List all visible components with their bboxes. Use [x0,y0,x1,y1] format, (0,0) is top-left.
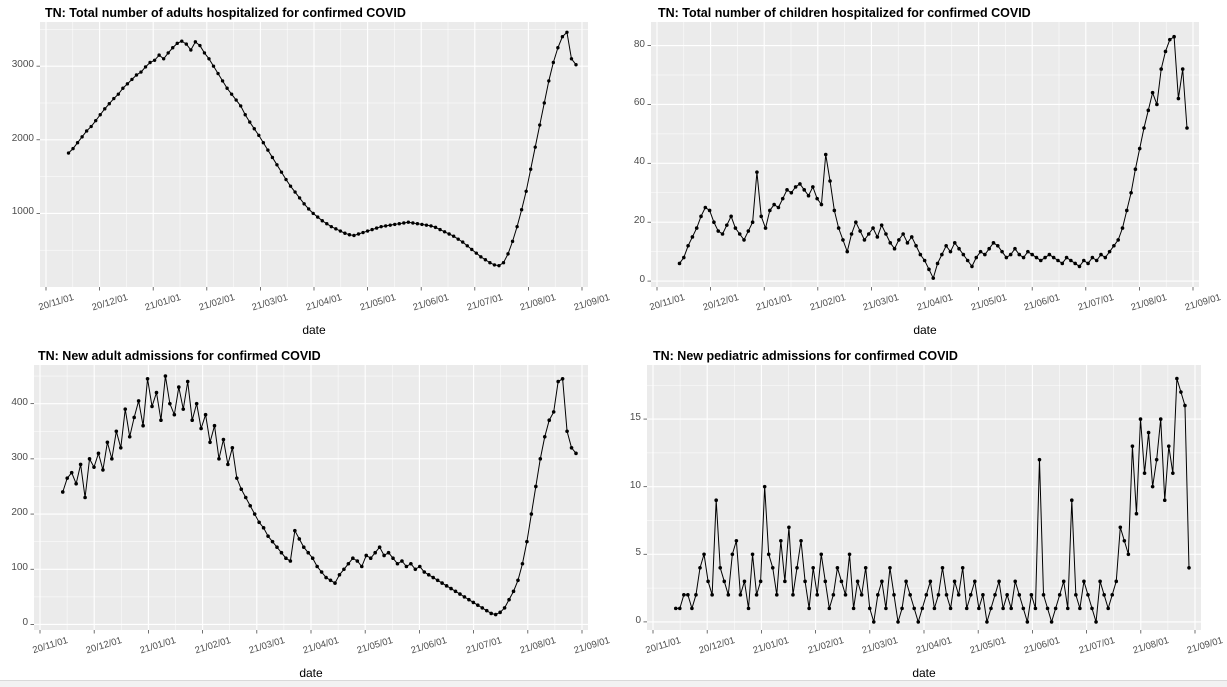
y-tick-label: 0 [639,274,645,286]
x-tick-label: 21/07/01 [1077,635,1116,657]
x-tick-label: 20/12/01 [90,292,129,314]
x-tick-label: 21/08/01 [518,635,558,657]
x-tick-label: 21/01/01 [139,635,178,657]
x-tick-label: 21/01/01 [754,292,794,314]
x-tick-label: 21/05/01 [969,292,1008,314]
x-tick-label: 21/08/01 [1130,292,1169,314]
data-line [63,376,576,615]
x-tick-label: 21/08/01 [1131,635,1171,657]
x-tick-label: 21/04/01 [915,292,955,314]
plot-svg [0,0,613,343]
panel-title: TN: New pediatric admissions for confirmed COVID [653,349,958,363]
y-tick-label: 10 [629,479,641,491]
x-tick-label: 21/04/01 [914,635,954,657]
y-tick-label: 80 [633,38,645,50]
x-tick-label: 21/02/01 [193,635,232,657]
x-tick-label: 20/11/01 [37,292,76,314]
x-axis-label: date [913,323,937,337]
x-tick-label: 21/04/01 [304,292,344,314]
x-tick-label: 21/05/01 [355,635,395,657]
y-tick-label: 0 [635,614,641,626]
y-tick-label: 0 [22,617,28,629]
x-tick-label: 20/12/01 [84,635,124,657]
x-tick-label: 21/02/01 [806,635,845,657]
x-tick-label: 21/07/01 [464,635,503,657]
x-tick-label: 21/09/01 [572,292,612,314]
x-tick-label: 20/12/01 [701,292,740,314]
y-tick-label: 40 [633,156,645,168]
panel-new-adult-admissions [0,343,613,686]
y-tick-label: 400 [11,396,28,408]
x-tick-label: 21/07/01 [465,292,505,314]
y-tick-label: 3000 [11,59,34,71]
x-tick-label: 21/03/01 [862,292,901,314]
x-axis-label: date [299,666,323,680]
x-tick-label: 21/06/01 [411,292,451,314]
panel-children-hospitalized [613,0,1227,343]
plot-svg [0,343,613,686]
x-tick-label: 21/03/01 [860,635,900,657]
panel-title: TN: Total number of children hospitalized for confirmed COVID [658,6,1031,20]
y-tick-label: 1000 [11,206,34,218]
x-tick-label: 21/07/01 [1076,292,1116,314]
x-axis-label: date [912,666,936,680]
plot-svg [613,343,1226,686]
x-tick-label: 20/11/01 [648,292,687,314]
x-tick-label: 21/02/01 [197,292,237,314]
x-tick-label: 21/05/01 [358,292,397,314]
y-tick-label: 100 [11,562,28,574]
y-tick-label: 15 [629,412,641,424]
y-tick-label: 200 [11,507,28,519]
x-tick-label: 21/01/01 [143,292,183,314]
x-tick-label: 21/06/01 [1023,635,1062,657]
x-tick-label: 21/06/01 [410,635,449,657]
x-tick-label: 21/04/01 [301,635,341,657]
data-line [680,37,1187,278]
y-tick-label: 20 [633,215,645,227]
panel-new-pediatric-admissions [613,343,1227,686]
data-line [676,379,1189,622]
x-tick-label: 21/08/01 [519,292,558,314]
x-tick-label: 20/11/01 [644,635,683,657]
panel-title: TN: Total number of adults hospitalized for confirmed COVID [45,6,406,20]
plot-svg [613,0,1226,343]
x-tick-label: 21/02/01 [808,292,848,314]
x-tick-label: 21/09/01 [1183,292,1223,314]
x-tick-label: 21/06/01 [1022,292,1062,314]
y-tick-label: 60 [633,97,645,109]
x-tick-label: 21/03/01 [247,635,287,657]
y-tick-label: 300 [11,451,28,463]
panel-adults-hospitalized [0,0,613,343]
panel-title: TN: New adult admissions for confirmed COVID [38,349,321,363]
x-tick-label: 20/12/01 [697,635,737,657]
x-tick-label: 21/01/01 [752,635,791,657]
x-axis-label: date [302,323,326,337]
x-tick-label: 21/09/01 [1185,635,1225,657]
x-tick-label: 20/11/01 [31,635,70,657]
y-tick-label: 2000 [11,132,34,144]
x-tick-label: 21/03/01 [251,292,290,314]
x-tick-label: 21/05/01 [968,635,1008,657]
x-tick-label: 21/09/01 [572,635,612,657]
y-tick-label: 5 [635,547,641,559]
